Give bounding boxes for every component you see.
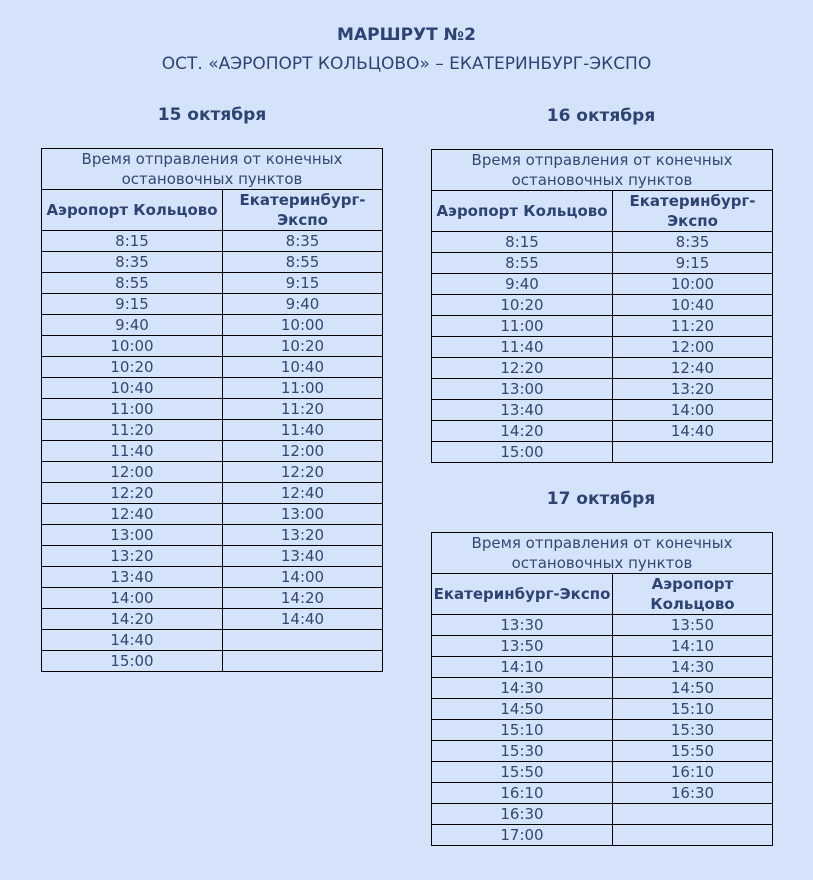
schedule-table-16 (431, 149, 773, 463)
departure-time: 13:40 (42, 567, 223, 588)
departure-time: 9:15 (613, 253, 773, 274)
table-row (42, 525, 383, 546)
departure-time: 13:20 (42, 546, 223, 567)
departure-time: 12:00 (613, 337, 773, 358)
departure-time (223, 630, 383, 651)
table-row (432, 762, 773, 783)
departure-time: 13:20 (613, 379, 773, 400)
departure-time: 8:55 (223, 252, 383, 273)
departure-time: 10:20 (432, 295, 613, 316)
table-row (432, 699, 773, 720)
departure-time: 14:00 (42, 588, 223, 609)
departure-time: 11:00 (42, 399, 223, 420)
table-row (432, 232, 773, 253)
departure-time: 16:30 (613, 783, 773, 804)
table-row (432, 253, 773, 274)
departure-time: 14:30 (432, 678, 613, 699)
departure-time: 15:10 (613, 699, 773, 720)
departure-time: 12:20 (42, 483, 223, 504)
departure-time: 11:20 (223, 399, 383, 420)
column-header: Екатеринбург-Экспо (223, 190, 383, 231)
departure-time: 15:50 (613, 741, 773, 762)
departure-time: 11:20 (613, 316, 773, 337)
departure-time: 9:15 (223, 273, 383, 294)
departure-time: 13:40 (432, 400, 613, 421)
table-caption: Время отправления от конечных остановочных пунктов (432, 533, 773, 574)
departure-time: 10:40 (613, 295, 773, 316)
table-row (432, 825, 773, 846)
departure-time: 11:40 (432, 337, 613, 358)
departure-time: 8:15 (42, 231, 223, 252)
departure-time: 17:00 (432, 825, 613, 846)
departure-time: 14:10 (432, 657, 613, 678)
departure-time: 13:40 (223, 546, 383, 567)
column-header: Екатеринбург-Экспо (432, 574, 613, 615)
departure-time: 14:50 (613, 678, 773, 699)
table-row (42, 483, 383, 504)
departure-time: 8:15 (432, 232, 613, 253)
table-row (42, 630, 383, 651)
departure-time: 16:10 (432, 783, 613, 804)
table-row (42, 546, 383, 567)
date-heading-15: 15 октября (157, 105, 267, 125)
column-header: Аэропорт Кольцово (432, 191, 613, 232)
departure-time: 14:00 (613, 400, 773, 421)
departure-time: 16:10 (613, 762, 773, 783)
departure-time: 12:40 (223, 483, 383, 504)
departure-time (613, 442, 773, 463)
departure-time: 10:00 (613, 274, 773, 295)
table-row (432, 379, 773, 400)
schedule-table-15 (41, 148, 383, 672)
departure-time: 14:40 (613, 421, 773, 442)
departure-time: 11:00 (432, 316, 613, 337)
departure-time: 11:40 (42, 441, 223, 462)
date-heading-17: 17 октября (546, 489, 656, 509)
table-row (42, 609, 383, 630)
table-row (42, 315, 383, 336)
departure-time: 14:20 (42, 609, 223, 630)
departure-time: 12:40 (42, 504, 223, 525)
departure-time: 8:55 (42, 273, 223, 294)
departure-time: 13:20 (223, 525, 383, 546)
table-row (432, 421, 773, 442)
table-row (42, 651, 383, 672)
departure-time: 10:40 (42, 378, 223, 399)
departure-time: 14:50 (432, 699, 613, 720)
departure-time: 12:00 (223, 441, 383, 462)
departure-time: 15:00 (42, 651, 223, 672)
table-row (42, 357, 383, 378)
departure-time: 10:00 (42, 336, 223, 357)
departure-time: 13:00 (432, 379, 613, 400)
column-header: Аэропорт Кольцово (42, 190, 223, 231)
departure-time: 14:00 (223, 567, 383, 588)
table-row (432, 741, 773, 762)
table-row (432, 358, 773, 379)
table-caption: Время отправления от конечных остановочных пунктов (42, 149, 383, 190)
column-header: Екатеринбург-Экспо (613, 191, 773, 232)
table-row (432, 615, 773, 636)
column-header: Аэропорт Кольцово (613, 574, 773, 615)
table-row (42, 294, 383, 315)
table-row (42, 567, 383, 588)
table-row (432, 636, 773, 657)
departure-time: 13:30 (432, 615, 613, 636)
table-row (42, 336, 383, 357)
table-row (42, 252, 383, 273)
table-row (432, 316, 773, 337)
table-row (42, 273, 383, 294)
departure-time: 9:40 (42, 315, 223, 336)
table-row (432, 783, 773, 804)
departure-time: 8:35 (42, 252, 223, 273)
table-row (432, 804, 773, 825)
table-row (42, 378, 383, 399)
table-row (432, 678, 773, 699)
departure-time: 14:10 (613, 636, 773, 657)
table-row (432, 337, 773, 358)
departure-time (223, 651, 383, 672)
departure-time: 10:40 (223, 357, 383, 378)
table-row (42, 462, 383, 483)
table-row (42, 441, 383, 462)
departure-time: 9:40 (432, 274, 613, 295)
departure-time: 14:40 (223, 609, 383, 630)
table-row (432, 295, 773, 316)
departure-time (613, 825, 773, 846)
departure-time: 13:50 (613, 615, 773, 636)
table-row (432, 274, 773, 295)
departure-time: 11:20 (42, 420, 223, 441)
departure-time: 15:00 (432, 442, 613, 463)
departure-time: 8:35 (223, 231, 383, 252)
departure-time: 11:40 (223, 420, 383, 441)
departure-time: 10:20 (223, 336, 383, 357)
departure-time: 14:30 (613, 657, 773, 678)
table-row (432, 442, 773, 463)
route-title: МАРШРУТ №2 (337, 25, 476, 45)
departure-time: 10:20 (42, 357, 223, 378)
departure-time: 14:20 (432, 421, 613, 442)
table-row (42, 504, 383, 525)
table-row (432, 657, 773, 678)
table-row (432, 720, 773, 741)
departure-time: 12:20 (223, 462, 383, 483)
departure-time: 8:35 (613, 232, 773, 253)
departure-time: 14:40 (42, 630, 223, 651)
schedule-table-17 (431, 532, 773, 846)
departure-time: 13:00 (223, 504, 383, 525)
departure-time: 8:55 (432, 253, 613, 274)
departure-time: 15:50 (432, 762, 613, 783)
table-row (42, 231, 383, 252)
departure-time: 14:20 (223, 588, 383, 609)
departure-time: 10:00 (223, 315, 383, 336)
departure-time: 12:00 (42, 462, 223, 483)
route-subtitle: ОСТ. «АЭРОПОРТ КОЛЬЦОВО» – ЕКАТЕРИНБУРГ-ЭКСПО (161, 54, 652, 74)
departure-time: 11:00 (223, 378, 383, 399)
departure-time: 13:50 (432, 636, 613, 657)
table-row (42, 588, 383, 609)
table-caption: Время отправления от конечных остановочных пунктов (432, 150, 773, 191)
table-row (42, 420, 383, 441)
departure-time: 9:15 (42, 294, 223, 315)
departure-time: 9:40 (223, 294, 383, 315)
departure-time: 12:40 (613, 358, 773, 379)
departure-time: 13:00 (42, 525, 223, 546)
table-row (432, 400, 773, 421)
departure-time: 15:30 (613, 720, 773, 741)
date-heading-16: 16 октября (546, 106, 656, 126)
departure-time: 12:20 (432, 358, 613, 379)
departure-time (613, 804, 773, 825)
departure-time: 15:30 (432, 741, 613, 762)
departure-time: 16:30 (432, 804, 613, 825)
departure-time: 15:10 (432, 720, 613, 741)
table-row (42, 399, 383, 420)
